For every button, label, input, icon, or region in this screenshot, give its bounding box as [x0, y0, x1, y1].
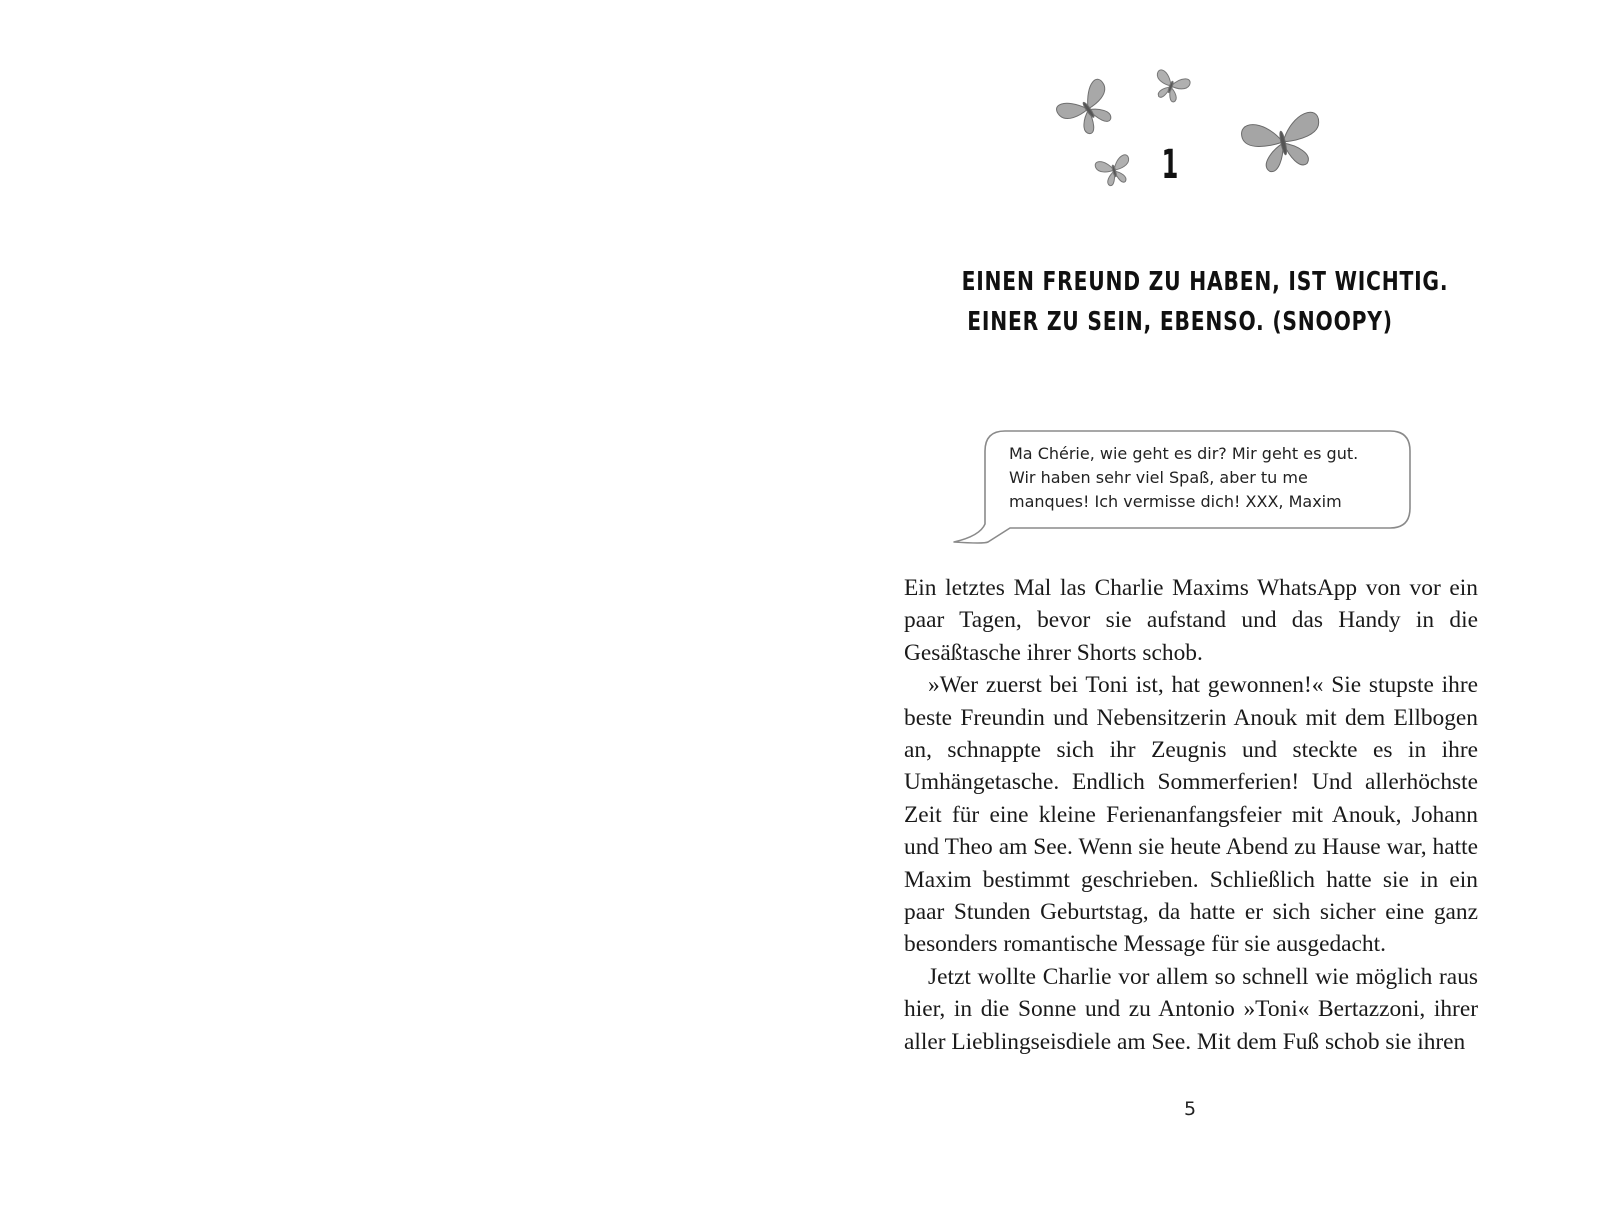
- butterfly-icon: [1150, 66, 1192, 106]
- butterfly-icon: [1055, 76, 1121, 142]
- page-number: 5: [1183, 1098, 1197, 1120]
- butterfly-icon: [1234, 106, 1332, 178]
- paragraph: Jetzt wollte Charlie vor allem so schnell wie möglich raus hier, in die Sonne und zu Antonio »Toni« Bertazzoni, ihrer aller Lieblingseisdiele am See. Mit dem Fuß schob sie ihren: [904, 963, 1478, 1055]
- epigraph-line-2: EINER ZU SEIN, EBENSO. (SNOOPY): [967, 307, 1393, 337]
- chapter-epigraph: [900, 262, 1460, 342]
- epigraph-line-1: EINEN FREUND ZU HABEN, IST WICHTIG.: [961, 267, 1449, 297]
- paragraph: »Wer zuerst bei Toni ist, hat gewonnen!« Sie stupste ihre beste Freundin und Nebensitzerin Anouk mit dem Ellbogen an, schnappte sich ihr Zeugnis und steckte es in ihre Umhängetasche. Endlich Sommerferien! Und allerhöchste Zeit für eine kleine Ferienanfangsfeier mit Anouk, Johann und Theo am See. Wenn sie heute Abend zu Hause war, hatte Maxim bestimmt geschrieben. Schließlich hatte sie in ein paar Stunden Geburtstag, da hatte er sich sicher eine ganz besonders romantische Message für sie ausgedacht.: [904, 672, 1478, 958]
- message-bubble-text: Ma Chérie, wie geht es dir? Mir geht es gut. Wir haben sehr viel Spaß, aber tu me manques! Ich vermisse dich! XXX, Maxim: [1009, 444, 1359, 511]
- chapter-number: 1: [1161, 142, 1179, 188]
- chapter-body-text: [904, 572, 1478, 1058]
- paragraph: Ein letztes Mal las Charlie Maxims WhatsApp von vor ein paar Tagen, bevor sie aufstand und das Handy in die Gesäßtasche ihrer Shorts schob.: [904, 575, 1478, 666]
- butterfly-icon: [1093, 150, 1135, 190]
